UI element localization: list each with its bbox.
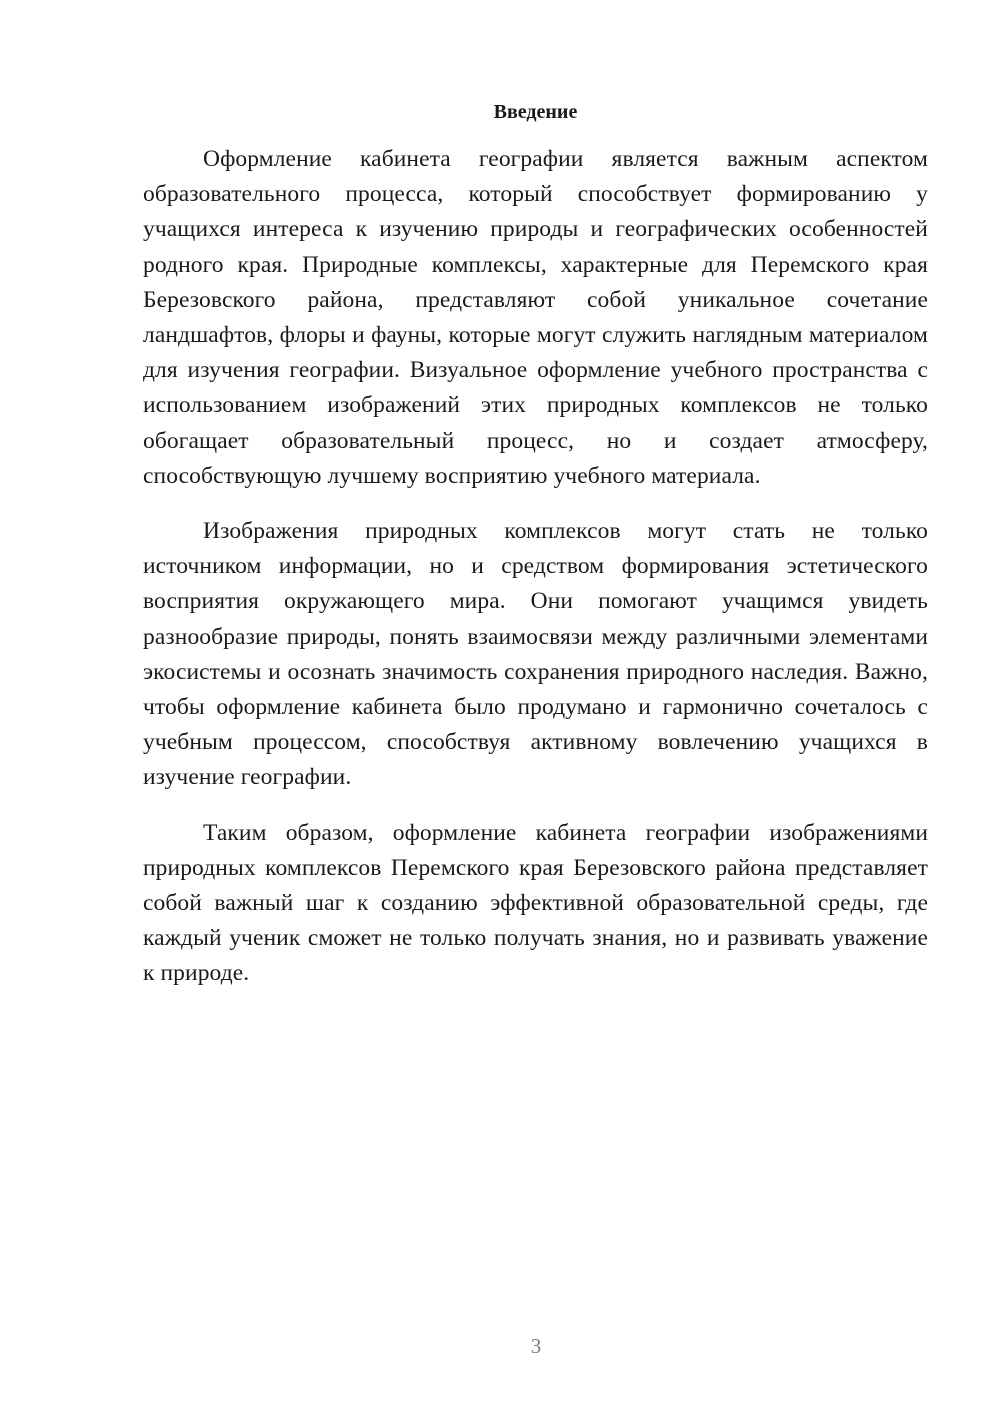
paragraph: Таким образом, оформление кабинета географии изображениями природных комплексов Перемского края Березовского района представляет собой важный шаг к созданию эффективной образовательной среды, где каждый ученик сможет не только получать знания, но и развивать уважение к природе. (143, 819, 928, 987)
section-heading: Введение (493, 101, 578, 123)
paragraph: Изображения природных комплексов могут стать не только источником информации, но и средством формирования эстетического восприятия окружающего мира. Они помогают учащимся увидеть разнообразие природы, понять взаимосвязи между различными элементами экосистемы и осознать значимость сохранения природного наследия. Важно, чтобы оформление кабинета было продумано и гармонично сочеталось с учебным процессом, способствуя активному вовлечению учащихся в изучение географии. (143, 518, 928, 791)
paragraph: Оформление кабинета географии является важным аспектом образовательного процесса, который способствует формированию у учащихся интереса к изучению природы и географических особенностей родного края. Природные комплексы, характерные для Перемского края Березовского района, представляют собой уникальное сочетание ландшафтов, флоры и фауны, которые могут служить наглядным материалом для изучения географии. Визуальное оформление учебного пространства с использованием изображений этих природных комплексов не только обогащает образовательный процесс, но и создает атмосферу, способствующую лучшему восприятию учебного материала. (143, 146, 928, 489)
body-text (143, 142, 928, 1012)
page-number: 3 (530, 1334, 542, 1358)
